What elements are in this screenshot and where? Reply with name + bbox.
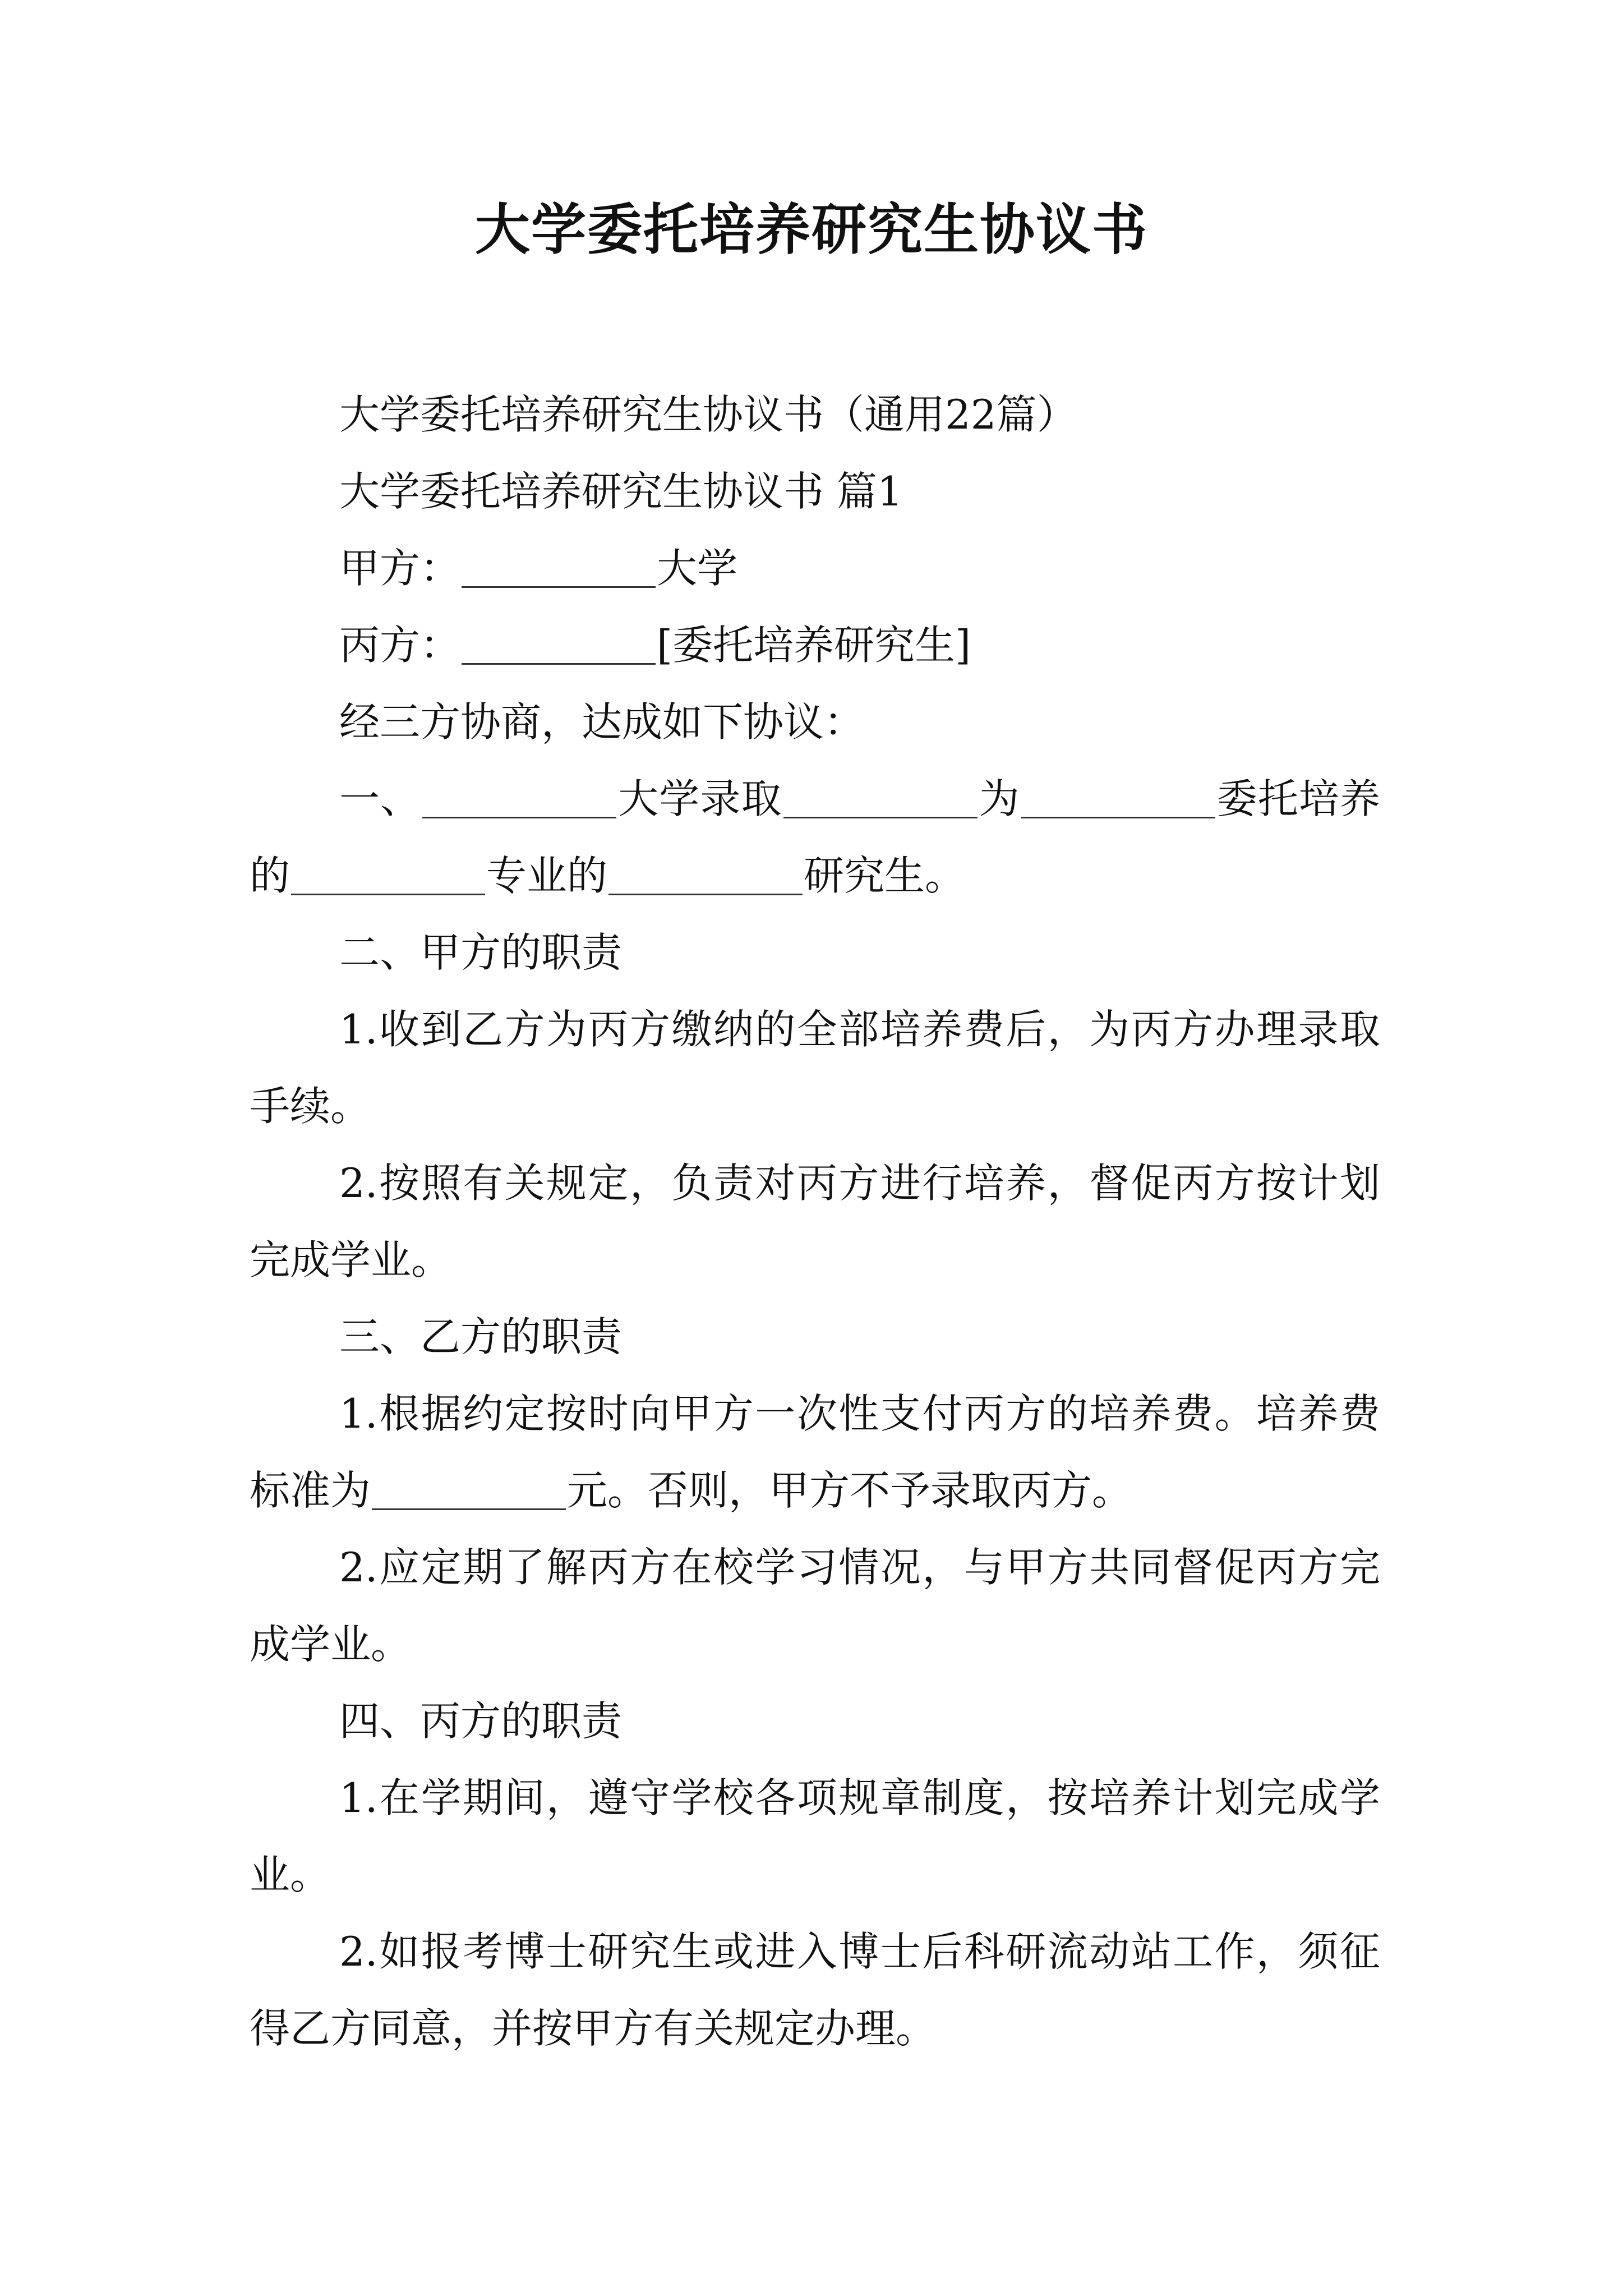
party-a-line xyxy=(250,530,1380,607)
clause-2-item-2: 2.按照有关规定，负责对丙方进行培养，督促丙方按计划完成学业。 xyxy=(250,1159,1380,1283)
clause-1-part3: 委托培养的 xyxy=(250,775,1380,899)
clause-3-item-2: 2.应定期了解丙方在校学习情况，与甲方共同督促丙方完成学业。 xyxy=(250,1544,1380,1668)
clause-4-item-1: 1.在学期间，遵守学校各项规章制度，按培养计划完成学业。 xyxy=(250,1774,1380,1898)
party-a-suffix: 大学 xyxy=(657,545,738,592)
clause-1-blank-major xyxy=(291,853,485,895)
clause-4-item-2: 2.如报考博士研究生或进入博士后科研流动站工作，须征得乙方同意，并按甲方有关规定办理。 xyxy=(250,1928,1380,2052)
party-c-blank xyxy=(462,623,656,665)
party-c-line xyxy=(250,607,1380,684)
clause-1-part5: 研究生。 xyxy=(804,852,966,899)
clause-1-prefix: 一、 xyxy=(339,775,422,822)
clause-1 xyxy=(250,761,1380,914)
clause-1-blank-entrusting-party xyxy=(1021,776,1215,818)
clause-2-heading: 二、甲方的职责 xyxy=(339,929,623,976)
clause-3-item-1-part2: 元。否则，甲方不予录取丙方。 xyxy=(567,1467,1133,1514)
clause-3-item-1 xyxy=(250,1375,1380,1529)
document-title: 大学委托培养研究生协议书 xyxy=(474,198,1148,262)
clause-1-part4: 专业的 xyxy=(486,852,608,899)
clause-3-item-1-part1: 1.根据约定按时向甲方一次性支付丙方的培养费。培养费标准为 xyxy=(250,1390,1380,1514)
clause-3-heading: 三、乙方的职责 xyxy=(339,1313,623,1360)
section-heading: 大学委托培养研究生协议书 篇1 xyxy=(339,468,903,515)
clause-1-blank-degree xyxy=(608,853,803,895)
training-fee-blank xyxy=(372,1468,566,1510)
party-c-label: 丙方： xyxy=(339,622,461,669)
clause-1-blank-university xyxy=(422,776,616,818)
clause-2-item-1: 1.收到乙方为丙方缴纳的全部培养费后，为丙方办理录取手续。 xyxy=(250,1006,1380,1130)
party-c-suffix: [委托培养研究生] xyxy=(657,622,971,669)
party-a-label: 甲方： xyxy=(339,545,461,592)
document-body xyxy=(250,376,1380,2067)
clause-1-blank-student xyxy=(783,776,978,818)
subtitle: 大学委托培养研究生协议书（通用22篇） xyxy=(339,391,1077,438)
party-a-blank xyxy=(462,546,656,588)
clause-1-part1: 大学录取 xyxy=(617,775,782,822)
clause-1-part2: 为 xyxy=(978,775,1020,822)
clause-4-heading: 四、丙方的职责 xyxy=(339,1697,623,1745)
intro-line: 经三方协商，达成如下协议： xyxy=(339,698,865,746)
